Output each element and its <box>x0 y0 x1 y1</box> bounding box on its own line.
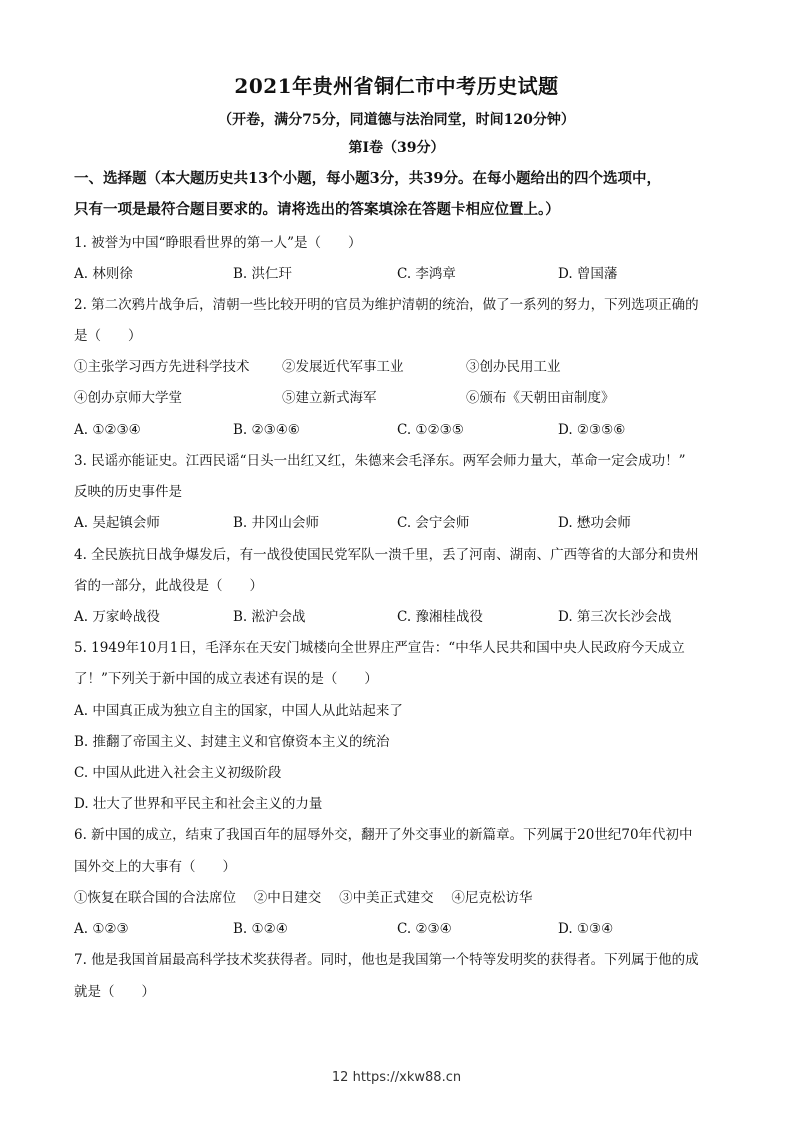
question-2-item-6: ⑥颁布《天朝田亩制度》 <box>466 390 615 406</box>
question-3-option-c: C. 会宁会师 <box>397 515 470 531</box>
section-heading-line-1: 一、选择题（本大题历史共13个小题，每小题3分，共39分。在每小题给出的四个选项中， <box>74 170 661 187</box>
question-5-stem-line-2: 了！”下列关于新中国的成立表述有误的是（ ） <box>74 671 378 687</box>
question-2-item-4: ④创办京师大学堂 <box>74 390 182 406</box>
question-1-option-b: B. 洪仁玕 <box>233 266 293 282</box>
volume-heading: 第Ⅰ卷（39分） <box>348 140 445 156</box>
question-6-option-b: B. ①②④ <box>233 921 288 937</box>
question-4-option-b: B. 淞沪会战 <box>233 609 306 625</box>
question-2-item-1: ①主张学习西方先进科学技术 <box>74 359 250 375</box>
question-6-option-c: C. ②③④ <box>397 921 452 937</box>
question-6-option-a: A. ①②③ <box>74 921 129 937</box>
question-3-option-d: D. 懋功会师 <box>558 515 631 531</box>
question-5-option-d: D. 壮大了世界和平民主和社会主义的力量 <box>74 796 323 812</box>
page-title: 2021年贵州省铜仁市中考历史试题 <box>234 74 559 98</box>
section-heading-line-2: 只有一项是最符合题目要求的。请将选出的答案填涂在答题卡相应位置上。） <box>74 201 560 218</box>
question-2-item-5: ⑤建立新式海军 <box>282 390 377 406</box>
question-2-stem-line-2: 是（ ） <box>74 328 142 344</box>
question-5-option-b: B. 推翻了帝国主义、封建主义和官僚资本主义的统治 <box>74 734 390 750</box>
question-5-option-a: A. 中国真正成为独立自主的国家，中国人从此站起来了 <box>74 703 403 719</box>
exam-subtitle: （开卷，满分75分，同道德与法治同堂，时间120分钟） <box>218 112 575 128</box>
question-3-stem-line-1: 3. 民谣亦能证史。江西民谣“日头一出红又红，朱德来会毛泽东。两军会师力量大，革命一定会成功！” <box>74 453 686 469</box>
question-3-option-a: A. 吴起镇会师 <box>74 515 160 531</box>
page-footer: 12 https://xkw88.cn <box>331 1070 462 1085</box>
question-4-stem-line-2: 省的一部分，此战役是（ ） <box>74 578 263 594</box>
question-6-items: ①恢复在联合国的合法席位 ②中日建交 ③中美正式建交 ④尼克松访华 <box>74 890 533 906</box>
question-6-stem-line-2: 国外交上的大事有（ ） <box>74 859 236 875</box>
question-6-option-d: D. ①③④ <box>558 921 614 937</box>
question-7-stem-line-2: 就是（ ） <box>74 984 155 1000</box>
question-2-item-2: ②发展近代军事工业 <box>282 359 404 375</box>
question-5-option-c: C. 中国从此进入社会主义初级阶段 <box>74 765 282 781</box>
question-4-option-c: C. 豫湘桂战役 <box>397 609 483 625</box>
question-4-stem-line-1: 4. 全民族抗日战争爆发后，有一战役使国民党军队一溃千里，丢了河南、湖南、广西等省的大部分和贵州 <box>74 547 699 563</box>
question-2-stem-line-1: 2. 第二次鸦片战争后，清朝一些比较开明的官员为维护清朝的统治，做了一系列的努力，下列选项正确的 <box>74 297 699 313</box>
question-3-stem-line-2: 反映的历史事件是 <box>74 484 182 500</box>
question-1-stem: 1. 被誉为中国“睁眼看世界的第一人”是（ ） <box>74 235 362 251</box>
question-4-option-d: D. 第三次长沙会战 <box>558 609 672 625</box>
question-3-option-b: B. 井冈山会师 <box>233 515 320 531</box>
question-2-item-3: ③创办民用工业 <box>466 359 561 375</box>
question-5-stem-line-1: 5. 1949年10月1日，毛泽东在天安门城楼向全世界庄严宣告：“中华人民共和国中央人民政府今天成立 <box>74 640 685 656</box>
question-7-stem-line-1: 7. 他是我国首届最高科学技术奖获得者。同时，他也是我国第一个特等发明奖的获得者。下列属于他的成 <box>74 952 699 968</box>
question-2-option-c: C. ①②③⑤ <box>397 422 464 438</box>
question-4-option-a: A. 万家岭战役 <box>74 609 160 625</box>
question-2-option-d: D. ②③⑤⑥ <box>558 422 626 438</box>
question-1-option-c: C. 李鸿章 <box>397 266 456 282</box>
question-1-option-d: D. 曾国藩 <box>558 266 618 282</box>
question-1-option-a: A. 林则徐 <box>74 266 133 282</box>
question-2-option-a: A. ①②③④ <box>74 422 141 438</box>
question-6-stem-line-1: 6. 新中国的成立，结束了我国百年的屈辱外交，翻开了外交事业的新篇章。下列属于20世纪70年代初中 <box>74 827 693 843</box>
question-2-option-b: B. ②③④⑥ <box>233 422 300 438</box>
